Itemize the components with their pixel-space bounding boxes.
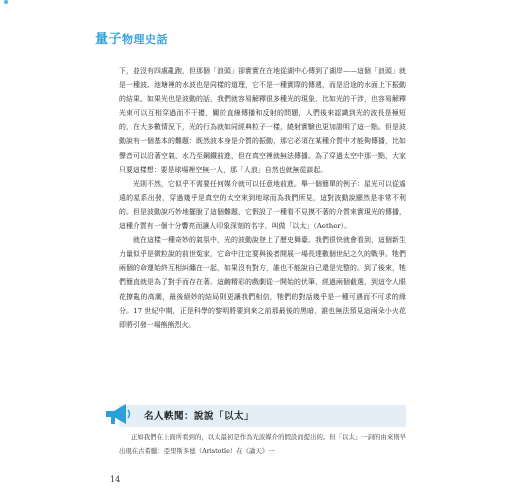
book-title: 量子物理史話 [95, 31, 169, 47]
body-text [119, 64, 406, 332]
page-number: 14 [110, 475, 121, 484]
header-decoration-icon [0, 0, 28, 14]
sidebar-title: 名人軼聞：說說「以太」 [144, 411, 255, 422]
paragraph: 下，並沒有四處亂跑，但那個「浪頭」卻實實在在地從湖中心傳到了湖岸——這個「浪頭」就是一種波。池塘裡的水波也是同樣的道理，它不是一種實際的傳遞，而是沿途的水面上下振動的結果。如果光也是波動的話，我們就容易解釋很多種光的現象，比如光的干涉，也容易解釋光束可以互相穿過而不干擾，關於直線傳播和反射的問題，人們後來認識到光的波長是極短的，在大多數情況下，光的行為就如同經典粒子一樣，繞射實驗也更加證明了這一點。但是波動說有一個基本的難題：既然波本身是介質的振動，那它必須在某種介質中才能夠傳播，比如聲音可以沿著空氣、水乃至鋼鐵前進，但在真空裡就無法傳播。為了穿過太空中那一點，大家只要這樣想：要是球場裡空無一人，那「人浪」自然也就無從談起。 [119, 67, 406, 174]
paragraph: 光則不然，它似乎不需要任何媒介就可以任意地前進。舉一個簡單的例子：星光可以從遙遠的星系出發，穿過幾乎是真空的太空來到地球而為我們所見，這對波動說顯然是非常不利的。但是波動說巧妙地擺脫了這個難題，它假設了一種看不見摸不著的介質來實現光的傳播，這種介質有一個十分響亮而讓人印象深刻的名字，叫做「以太」（Aether）。 [119, 179, 406, 231]
running-header [95, 16, 169, 47]
sidebar-paragraph: 正如我們在上面所看到的，以太最初是作為光波媒介的假設而提出的。但「以太」一詞的由來則早出現在古希臘：亞里斯多德（Aristotle）在《論天》一 [119, 433, 406, 455]
paragraph: 就在這樣一種奇妙的氣氛中，光的波動說登上了歷史舞臺。我們很快就會看到，這個新生力量似乎是微粒說的前世冤家，它命中注定要與後者開展一場長達數個世紀之久的戰爭。牠們兩個的命運始終互相糾纏在一起，如果沒有對方，誰也不能說自己還是完整的。到了後來，牠們簡直就是為了對手而存在著。這齣精彩的戲劇從一開始的伏筆，經過兩個截選，到這令人眼花撩亂的高潮，最後絕妙的結局則更讓我們相信，牠們的對話幾乎是一種可遇而不可求的緣分。17 世紀中期，正是科學的黎明將要到來之前那最後的黑暗，誰也無法預見這兩朵小火花即將引發一場熊熊烈火。 [119, 236, 406, 329]
megaphone-icon [102, 400, 134, 428]
sidebar-text [119, 431, 406, 458]
